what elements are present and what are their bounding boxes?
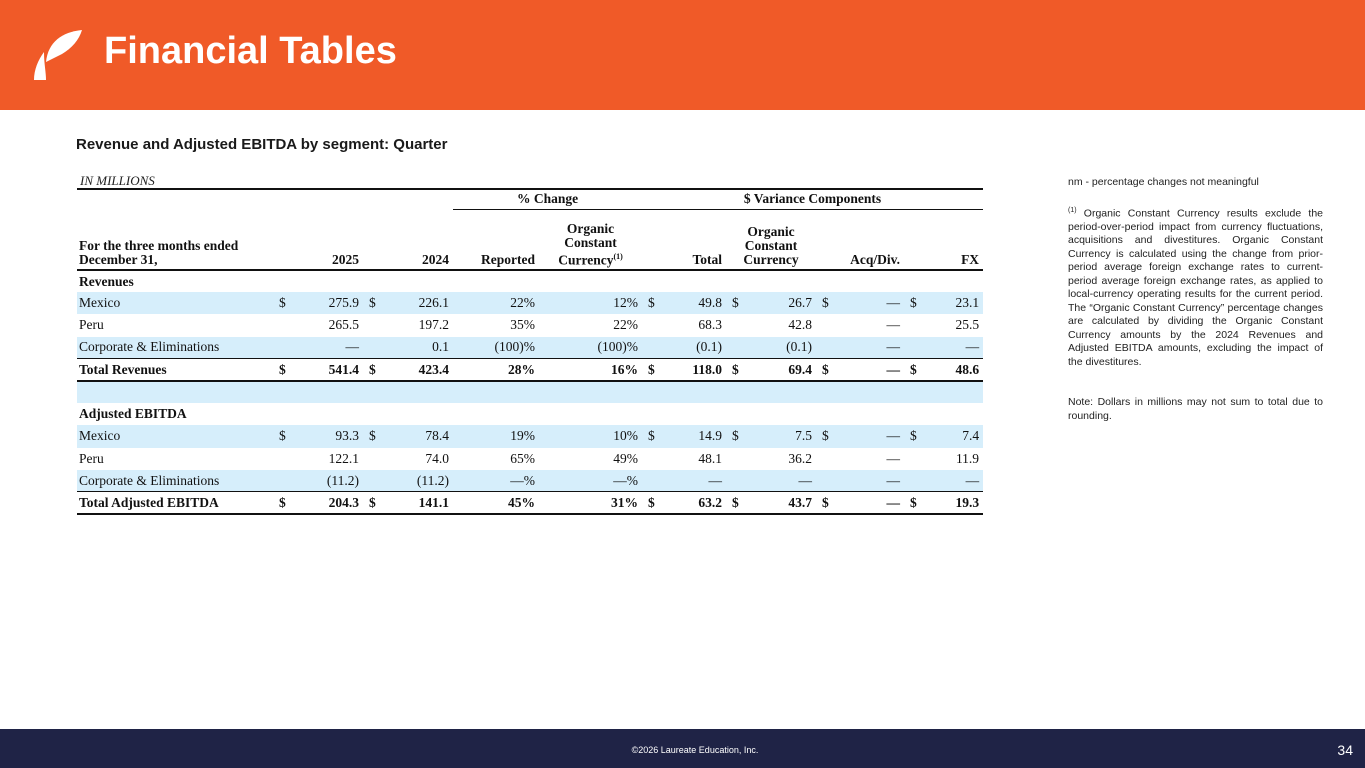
cell-v2025: 265.5 (328, 317, 359, 333)
cell-c4: $ (726, 292, 744, 314)
section-subtitle: Revenue and Adjusted EBITDA by segment: Quarter (76, 136, 448, 153)
cell-c3 (642, 337, 660, 359)
cell-c1: $ (273, 359, 291, 381)
cell-c6 (904, 448, 922, 470)
cell-total: (0.1) (660, 337, 726, 359)
cell-total: 118.0 (660, 359, 726, 381)
cell-occ: —% (539, 470, 642, 492)
cell-reported: 28% (453, 359, 539, 381)
notes-panel (1068, 176, 1323, 437)
ebitda-section-header (77, 403, 983, 425)
cell-c3 (642, 314, 660, 336)
cell-c6: $ (904, 492, 922, 514)
cell-occ: 22% (613, 317, 639, 333)
table-row (77, 470, 983, 492)
cell-var-occ: — (744, 470, 816, 492)
page-number: 34 (1337, 742, 1353, 758)
total-ebitda-row (77, 492, 983, 514)
cell-c6 (904, 470, 922, 492)
copyright-text: ©2026 Laureate Education, Inc. (631, 745, 759, 755)
cell-v2025: 541.4 (291, 359, 363, 381)
cell-v2025: — (291, 337, 363, 359)
variance-group-header: $ Variance Components (642, 189, 983, 209)
cell-acq: — (834, 337, 904, 359)
cell-c1: $ (273, 425, 291, 447)
cell-acq: — (834, 359, 904, 381)
table-row (77, 292, 983, 314)
cell-c2: $ (363, 492, 381, 514)
cell-fx: 48.6 (922, 359, 983, 381)
cell-c4 (726, 448, 744, 470)
cell-c1 (273, 337, 291, 359)
nm-note: nm - percentage changes not meaningful (1068, 176, 1259, 188)
cell-c5 (816, 470, 834, 492)
cell-fx: 23.1 (922, 292, 983, 314)
cell-c1 (273, 314, 291, 336)
cell-var-occ: 43.7 (744, 492, 816, 514)
cell-fx: 25.5 (955, 317, 980, 333)
cell-c5: $ (816, 425, 834, 447)
cell-reported: 19% (453, 425, 539, 447)
revenues-section-header-label: Revenues (79, 273, 134, 289)
cell-v2024: 226.1 (381, 292, 453, 314)
cell-occ: 10% (539, 425, 642, 447)
cell-c3: $ (642, 425, 660, 447)
cell-c1 (273, 448, 291, 470)
cell-label: Mexico (77, 425, 273, 447)
table-row (77, 314, 983, 336)
cell-total: 14.9 (660, 425, 726, 447)
cell-reported: —% (453, 470, 539, 492)
cell-acq: — (834, 292, 904, 314)
col-acq-header: Acq/Div. (816, 209, 904, 270)
cell-c6: $ (904, 292, 922, 314)
col-occ-header: Organic Constant Currency$^{(1)}$ (539, 209, 642, 270)
cell-acq: — (834, 470, 904, 492)
cell-c4 (726, 470, 744, 492)
cell-occ: 12% (539, 292, 642, 314)
cell-c2 (363, 470, 381, 492)
revenues-section-header (77, 270, 983, 292)
table-row (77, 337, 983, 359)
cell-c5 (816, 337, 834, 359)
col-fx-header: FX (904, 209, 983, 270)
table-row (77, 448, 983, 470)
cell-label: Corporate & Eliminations (77, 470, 273, 492)
cell-v2024: 78.4 (381, 425, 453, 447)
cell-total: 68.3 (698, 317, 723, 333)
cell-fx: 19.3 (922, 492, 983, 514)
cell-v2025: 204.3 (291, 492, 363, 514)
col-var-occ-header: Organic Constant Currency (726, 209, 816, 270)
cell-c2: $ (363, 292, 381, 314)
cell-fx: — (922, 470, 983, 492)
rounding-note: Note: Dollars in millions may not sum to total due to rounding. (1068, 396, 1323, 422)
pct-change-group-header: % Change (453, 189, 642, 209)
cell-reported: (100)% (453, 337, 539, 359)
cell-var-occ: (0.1) (744, 337, 816, 359)
table-row (77, 425, 983, 447)
cell-var-occ: 7.5 (744, 425, 816, 447)
leaf-logo-icon (32, 28, 86, 82)
footnote-marker: (1) (1068, 206, 1077, 214)
cell-label: Peru (79, 450, 104, 466)
cell-c3 (642, 470, 660, 492)
cell-acq: — (834, 425, 904, 447)
cell-c2: $ (363, 425, 381, 447)
page-title: Financial Tables (104, 30, 397, 72)
ebitda-section-header-label: Adjusted EBITDA (79, 406, 187, 422)
cell-c3 (642, 448, 660, 470)
cell-c4: $ (726, 425, 744, 447)
period-column-header: For the three months ended December 31, (77, 209, 273, 270)
col-reported-header: Reported (453, 209, 539, 270)
cell-reported: 65% (510, 450, 536, 466)
cell-reported: 35% (510, 317, 536, 333)
cell-v2024: (11.2) (381, 470, 453, 492)
cell-c5: $ (816, 292, 834, 314)
cell-total: — (660, 470, 726, 492)
cell-c1: $ (273, 492, 291, 514)
cell-c5 (816, 314, 834, 336)
cell-c1: $ (273, 292, 291, 314)
cell-c6 (904, 337, 922, 359)
cell-c3: $ (642, 492, 660, 514)
cell-v2024: 141.1 (381, 492, 453, 514)
cell-c4: $ (726, 492, 744, 514)
cell-fx: 11.9 (955, 450, 980, 466)
cell-c5: $ (816, 359, 834, 381)
cell-reported: 22% (453, 292, 539, 314)
cell-v2025: (11.2) (291, 470, 363, 492)
cell-total: 48.1 (698, 450, 723, 466)
cell-c4 (726, 314, 744, 336)
cell-label: Total Adjusted EBITDA (77, 492, 273, 514)
cell-v2024: 423.4 (381, 359, 453, 381)
cell-total: 63.2 (660, 492, 726, 514)
cell-c5: $ (816, 492, 834, 514)
cell-c4: $ (726, 359, 744, 381)
group-header-row (77, 189, 983, 209)
cell-var-occ: 42.8 (788, 317, 813, 333)
col-total-header: Total (642, 209, 726, 270)
cell-label: Corporate & Eliminations (77, 337, 273, 359)
cell-c6: $ (904, 359, 922, 381)
cell-v2025: 93.3 (291, 425, 363, 447)
cell-label: Peru (79, 317, 104, 333)
cell-c3: $ (642, 359, 660, 381)
cell-v2024: 0.1 (381, 337, 453, 359)
title-bar (0, 0, 1365, 110)
cell-label: Mexico (77, 292, 273, 314)
cell-c4 (726, 337, 744, 359)
footnote-text: Organic Constant Currency results exclude the period-over-period impact from currency fluctuations, acquisitions and divestitures. Organic Constant Currency is calculated using the change from prior-period average foreign exchange rates to current-period average foreign exchange rates, as applied to local-currency operating results for the current period. The “Organic Constant Currency” percentage changes are calculated by dividing the Organic Constant Currency amounts by the 2024 Revenues and Adjusted EBITDA amounts, excluding the impact of the divestitures. (1068, 207, 1324, 368)
cell-c3: $ (642, 292, 660, 314)
footer-bar (0, 729, 1365, 768)
cell-label: Total Revenues (77, 359, 273, 381)
segment-financial-table (77, 188, 983, 515)
spacer-row (77, 381, 983, 403)
cell-var-occ: 26.7 (744, 292, 816, 314)
cell-c1 (273, 470, 291, 492)
cell-acq: — (886, 317, 901, 333)
cell-c2 (363, 448, 381, 470)
cell-occ: (100)% (539, 337, 642, 359)
cell-reported: 45% (453, 492, 539, 514)
footnote-occ (1068, 204, 1323, 370)
cell-c2 (363, 314, 381, 336)
cell-occ: 16% (539, 359, 642, 381)
cell-var-occ: 69.4 (744, 359, 816, 381)
column-header-row (77, 209, 983, 270)
cell-c6: $ (904, 425, 922, 447)
cell-c2: $ (363, 359, 381, 381)
cell-occ: 49% (613, 450, 639, 466)
cell-v2025: 275.9 (291, 292, 363, 314)
cell-acq: — (834, 492, 904, 514)
cell-v2024: 74.0 (425, 450, 450, 466)
total-revenues-row (77, 359, 983, 381)
cell-c6 (904, 314, 922, 336)
cell-acq: — (886, 450, 901, 466)
cell-v2024: 197.2 (418, 317, 450, 333)
col-2024-header: 2024 (363, 209, 453, 270)
units-label: IN MILLIONS (80, 173, 155, 188)
financial-table-container (77, 188, 983, 515)
cell-v2025: 122.1 (328, 450, 359, 466)
cell-c5 (816, 448, 834, 470)
cell-var-occ: 36.2 (788, 450, 813, 466)
cell-total: 49.8 (660, 292, 726, 314)
spacer-cell (77, 381, 983, 403)
cell-fx: — (922, 337, 983, 359)
cell-occ: 31% (539, 492, 642, 514)
cell-fx: 7.4 (922, 425, 983, 447)
cell-c2 (363, 337, 381, 359)
col-2025-header: 2025 (273, 209, 363, 270)
